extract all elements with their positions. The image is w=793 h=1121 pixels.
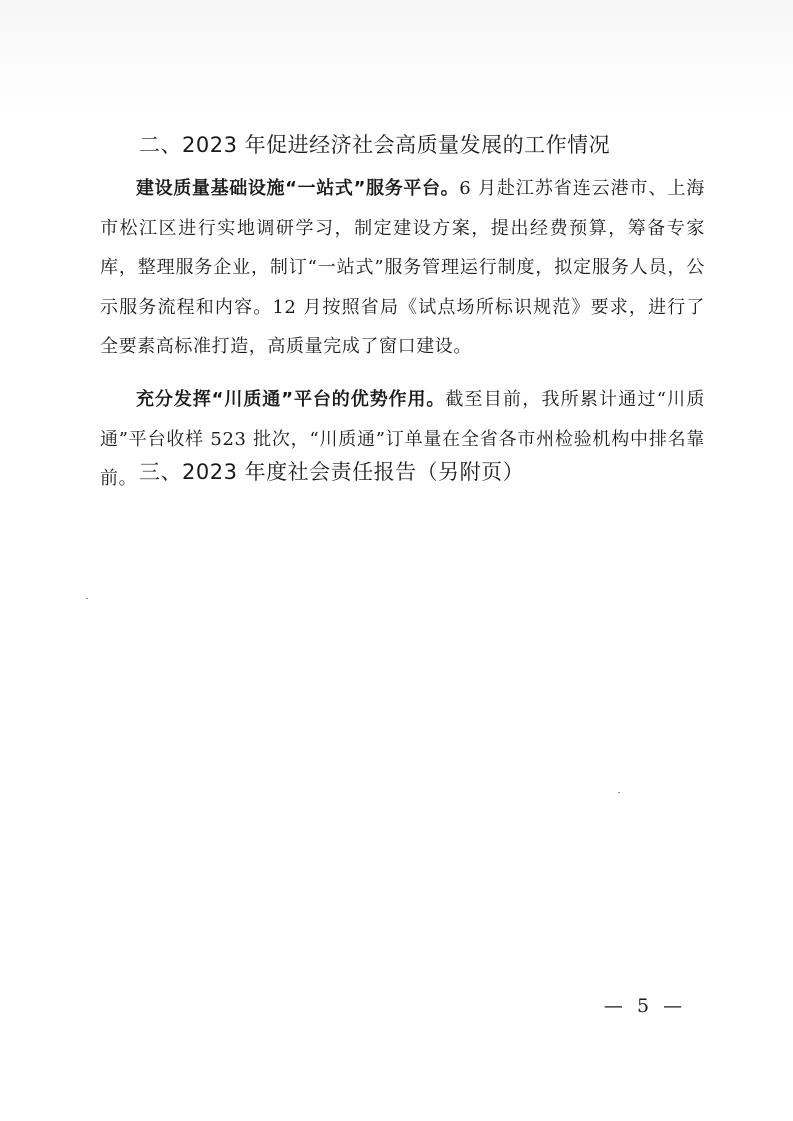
section-3-heading: 三、2023 年度社会责任报告（另附页） (139, 460, 525, 484)
page-number: — 5 — (603, 995, 687, 1017)
scan-speck (86, 598, 88, 599)
paragraph-one-stop-platform (100, 169, 705, 367)
paragraph-lead: 充分发挥“川质通”平台的优势作用。 (136, 389, 446, 410)
scan-speck (618, 792, 620, 793)
section-2-heading: 二、2023 年促进经济社会高质量发展的工作情况 (139, 133, 611, 157)
scan-shading (0, 0, 793, 120)
paragraph-lead: 建设质量基础设施“一站式”服务平台。 (136, 178, 460, 199)
paragraph-body: 截至目前，我所累计通过“川质通”平台收样 523 批次，“川质通”订单量在全省各市州检验机构中排名靠前。 (100, 389, 705, 490)
paragraph-body: 6 月赴江苏省连云港市、上海市松江区进行实地调研学习，制定建设方案，提出经费预算，筹备专家库，整理服务企业，制订“一站式”服务管理运行制度，拟定服务人员，公示服务流程和内容。12 月按照省局《试点场所标识规范》要求，进行了全要素高标准打造，高质量完成了窗口建设。 (100, 178, 705, 358)
